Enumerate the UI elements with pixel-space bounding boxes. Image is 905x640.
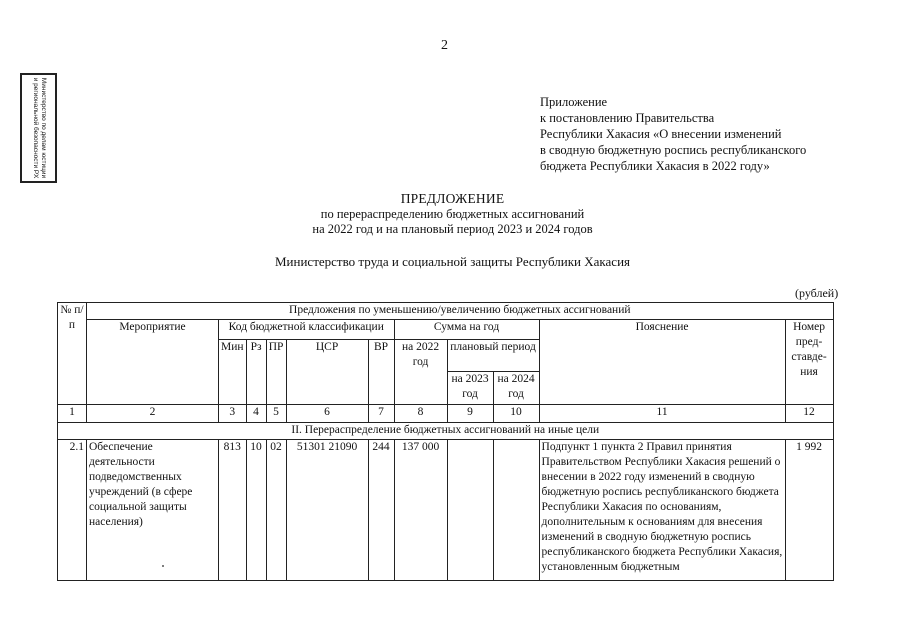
- column-number: 5: [266, 405, 286, 423]
- header-measure: Мероприятие: [87, 320, 219, 405]
- row-pr: 02: [266, 440, 286, 581]
- registration-stamp: [20, 73, 57, 183]
- column-number: 7: [368, 405, 394, 423]
- column-number: 10: [493, 405, 539, 423]
- header-min: Мин: [219, 340, 247, 405]
- appendix-note: [540, 94, 806, 174]
- header-explanation: Пояснение: [539, 320, 785, 405]
- column-number: 11: [539, 405, 785, 423]
- row-csr: 51301 21090: [286, 440, 368, 581]
- header-num: № п/п: [58, 303, 87, 405]
- header-budget-code: Код бюджетной классификации: [219, 320, 395, 340]
- appendix-line: Приложение: [540, 95, 608, 109]
- column-number: 1: [58, 405, 87, 423]
- row-min: 813: [219, 440, 247, 581]
- units-label: (рублей): [795, 286, 839, 300]
- ministry-name: Министерство труда и социальной защиты Республики Хакасия: [275, 254, 630, 269]
- header-year-2024: на 2024 год: [493, 372, 539, 405]
- subtitle-line: по перераспределению бюджетных ассигнований: [320, 207, 585, 221]
- scan-speck: [162, 565, 164, 567]
- row-vr: 244: [368, 440, 394, 581]
- column-number: 4: [246, 405, 266, 423]
- header-pr: ПР: [266, 340, 286, 405]
- table-row: [58, 440, 834, 581]
- appendix-line: бюджета Республики Хакасия в 2022 году»: [540, 159, 770, 173]
- row-rz: 10: [246, 440, 266, 581]
- section-title: II. Перераспределение бюджетных ассигнований на иные цели: [58, 423, 834, 440]
- header-proposals: Предложения по уменьшению/увеличению бюджетных ассигнований: [87, 303, 834, 320]
- row-num: 2.1: [58, 440, 87, 581]
- document-title: ПРЕДЛОЖЕНИЕ: [400, 191, 505, 206]
- appendix-line: в сводную бюджетную роспись республиканского: [540, 143, 807, 157]
- column-number: 9: [447, 405, 493, 423]
- subtitle-line: на 2022 год и на плановый период 2023 и 2024 годов: [312, 222, 593, 236]
- column-number: 2: [87, 405, 219, 423]
- column-number: 6: [286, 405, 368, 423]
- appendix-line: Республики Хакасия «О внесении изменений: [540, 127, 782, 141]
- header-year-2023: на 2023 год: [447, 372, 493, 405]
- column-number: 3: [219, 405, 247, 423]
- column-number: 12: [785, 405, 833, 423]
- row-sum-2023: [447, 440, 493, 581]
- appendix-line: к постановлению Правительства: [540, 111, 715, 125]
- allocation-table: [57, 302, 834, 581]
- page-number: 2: [441, 38, 448, 53]
- row-sum-2024: [493, 440, 539, 581]
- header-rz: Рз: [246, 340, 266, 405]
- row-submission: 1 992: [785, 440, 833, 581]
- stamp-text: Министерство по делам юстиции и региональной безопасности РХ: [31, 77, 47, 179]
- row-measure: Обеспечение деятельности подведомственных учреждений (в сфере социальной защиты населения): [87, 440, 219, 581]
- header-sum-per-year: Сумма на год: [394, 320, 539, 340]
- document-subtitle: [0, 207, 905, 237]
- header-csr: ЦСР: [286, 340, 368, 405]
- row-sum-2022: 137 000: [394, 440, 447, 581]
- row-explanation: Подпункт 1 пункта 2 Правил принятия Правительством Республики Хакасия решений о внесении в 2022 году изменений в сводную бюджетную роспись республиканского бюджета Республики Хакасия по основаниям, дополнительным к основаниям для внесения изменений в сводную бюджетную роспись республиканского бюджета Республики Хакасия, установленным бюджетным: [539, 440, 785, 581]
- column-number: 8: [394, 405, 447, 423]
- header-planned-period: плановый период: [447, 340, 539, 372]
- header-submission-number: Номер пред-ставде-ния: [785, 320, 833, 405]
- header-vr: ВР: [368, 340, 394, 405]
- header-year-2022: на 2022 год: [394, 340, 447, 405]
